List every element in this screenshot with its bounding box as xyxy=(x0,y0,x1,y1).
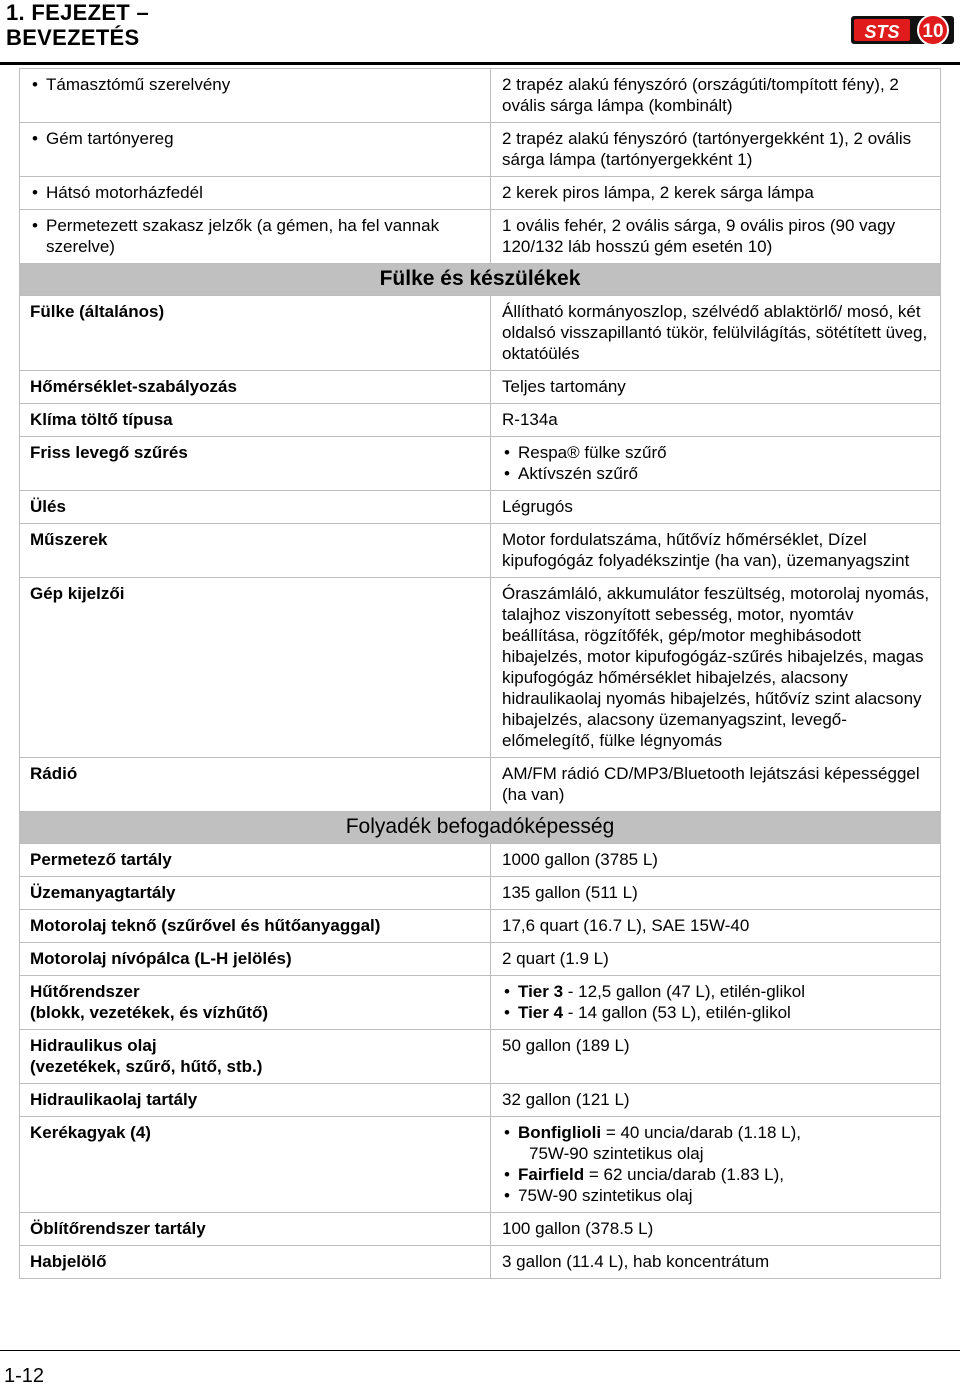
row-label: • Gém tartónyereg xyxy=(30,128,482,149)
table-row xyxy=(20,69,941,123)
row-value: 100 gallon (378.5 L) xyxy=(491,1213,941,1246)
table-row xyxy=(20,877,941,910)
table-row xyxy=(20,524,941,578)
coolant-list xyxy=(502,981,932,1023)
row-value: 50 gallon (189 L) xyxy=(491,1030,941,1084)
section-header-fluid xyxy=(20,812,941,844)
table-row xyxy=(20,844,941,877)
row-value: 135 gallon (511 L) xyxy=(491,877,941,910)
row-label: Üzemanyagtartály xyxy=(20,877,491,910)
row-value: Motor fordulatszáma, hűtővíz hőmérséklet, Dízel kipufogógáz folyadékszintje (ha van), üzemanyagszint xyxy=(491,524,941,578)
row-value: 2 kerek piros lámpa, 2 kerek sárga lámpa xyxy=(491,177,941,210)
row-label xyxy=(20,976,491,1030)
row-label: Permetező tartály xyxy=(20,844,491,877)
row-value: Állítható kormányoszlop, szélvédő ablaktörlő/ mosó, két oldalsó visszapillantó tükör, felülvilágítás, sötétített üveg, oktatóülés xyxy=(491,296,941,371)
row-value: Óraszámláló, akkumulátor feszültség, motorolaj nyomás, talajhoz viszonyított sebesség, motor, nyomtáv beállítása, rögzítőfék, gép/motor meghibásodott hibajelzés, motor kipufogógáz-szűrés hibajelzés, magas kipufogógáz hőmérséklet hibajelzés, alacsony hidraulikaolaj nyomás hibajelzés, hűtővíz szint alacsony hibajelzés, alacsony üzemanyagszint, levegő-előmelegítő, fülke légnyomás xyxy=(491,578,941,758)
table-row xyxy=(20,437,941,491)
table-row xyxy=(20,943,941,976)
row-label: Hidraulikaolaj tartály xyxy=(20,1084,491,1117)
logo-text-10: 10 xyxy=(922,21,944,42)
row-label: Rádió xyxy=(20,758,491,812)
spec-table xyxy=(19,68,941,1279)
row-value: Teljes tartomány xyxy=(491,371,941,404)
row-label-line2: (blokk, vezetékek, és vízhűtő) xyxy=(30,1003,269,1022)
row-value: 2 trapéz alakú fényszóró (országúti/tompított fény), 2 ovális sárga lámpa (kombinált) xyxy=(491,69,941,123)
row-label: Ülés xyxy=(20,491,491,524)
table-row xyxy=(20,578,941,758)
row-value: 1000 gallon (3785 L) xyxy=(491,844,941,877)
list-item: • 75W-90 szintetikus olaj xyxy=(502,1185,932,1206)
row-value: Légrugós xyxy=(491,491,941,524)
list-item: • Respa® fülke szűrő xyxy=(502,442,932,463)
list-item: • Tier 3 - 12,5 gallon (47 L), etilén-glikol xyxy=(502,981,932,1002)
row-label: Gép kijelzői xyxy=(20,578,491,758)
list-item: • Tier 4 - 14 gallon (53 L), etilén-glikol xyxy=(502,1002,932,1023)
section-title: Fülke és készülékek xyxy=(20,264,941,296)
sts10-logo xyxy=(851,10,954,48)
row-value: 2 quart (1.9 L) xyxy=(491,943,941,976)
row-label: • Hátsó motorházfedél xyxy=(30,182,482,203)
table-row xyxy=(20,1213,941,1246)
chapter-title-line1: 1. FEJEZET – xyxy=(6,0,149,25)
row-value: 32 gallon (121 L) xyxy=(491,1084,941,1117)
row-label-line1: Hidraulikus olaj xyxy=(30,1036,157,1055)
row-label: Öblítőrendszer tartály xyxy=(20,1213,491,1246)
table-row xyxy=(20,404,941,437)
table-row xyxy=(20,123,941,177)
row-value: 1 ovális fehér, 2 ovális sárga, 9 ovális piros (90 vagy 120/132 láb hosszú gém esetén 10) xyxy=(491,210,941,264)
table-row xyxy=(20,1084,941,1117)
section-header-cab xyxy=(20,264,941,296)
row-label-line2: (vezetékek, szűrő, hűtő, stb.) xyxy=(30,1057,263,1076)
table-row xyxy=(20,1030,941,1084)
table-row xyxy=(20,371,941,404)
list-item: • Aktívszén szűrő xyxy=(502,463,932,484)
row-label: Klíma töltő típusa xyxy=(20,404,491,437)
table-row xyxy=(20,758,941,812)
row-label: Kerékagyak (4) xyxy=(20,1117,491,1213)
row-label: Friss levegő szűrés xyxy=(20,437,491,491)
footer-divider xyxy=(0,1350,960,1351)
row-label: Motorolaj nívópálca (L-H jelölés) xyxy=(20,943,491,976)
list-item-continuation: 75W-90 szintetikus olaj xyxy=(529,1144,704,1163)
header-divider xyxy=(0,62,960,65)
row-label: Műszerek xyxy=(20,524,491,578)
logo-text-sts: STS xyxy=(864,22,900,42)
row-value: 3 gallon (11.4 L), hab koncentrátum xyxy=(491,1246,941,1279)
row-label: Hőmérséklet-szabályozás xyxy=(20,371,491,404)
row-value: R-134a xyxy=(491,404,941,437)
table-row xyxy=(20,976,941,1030)
section-title: Folyadék befogadóképesség xyxy=(20,812,941,844)
row-label: Motorolaj teknő (szűrővel és hűtőanyaggal) xyxy=(20,910,491,943)
table-row xyxy=(20,1117,941,1213)
table-row xyxy=(20,491,941,524)
chapter-title xyxy=(6,0,149,50)
row-label xyxy=(20,1030,491,1084)
row-value: 17,6 quart (16.7 L), SAE 15W-40 xyxy=(491,910,941,943)
table-row xyxy=(20,1246,941,1279)
row-value: 2 trapéz alakú fényszóró (tartónyergekként 1), 2 ovális sárga lámpa (tartónyergekként 1) xyxy=(491,123,941,177)
row-label-line1: Hűtőrendszer xyxy=(30,982,140,1001)
row-label: • Támasztómű szerelvény xyxy=(30,74,482,95)
table-row xyxy=(20,210,941,264)
table-row xyxy=(20,177,941,210)
row-label: Fülke (általános) xyxy=(20,296,491,371)
page-number: 1-12 xyxy=(4,1365,45,1387)
list-item: • Fairfield = 62 uncia/darab (1.83 L), xyxy=(502,1164,932,1185)
row-label: • Permetezett szakasz jelzők (a gémen, ha fel vannak szerelve) xyxy=(30,215,482,257)
row-label: Habjelölő xyxy=(20,1246,491,1279)
row-value: AM/FM rádió CD/MP3/Bluetooth lejátszási képességgel (ha van) xyxy=(491,758,941,812)
list-item: • Bonfiglioli = 40 uncia/darab (1.18 L), xyxy=(502,1122,932,1143)
table-row xyxy=(20,910,941,943)
filter-list xyxy=(502,442,932,484)
wheel-hub-list xyxy=(502,1122,932,1206)
chapter-title-line2: BEVEZETÉS xyxy=(6,25,140,50)
table-row xyxy=(20,296,941,371)
